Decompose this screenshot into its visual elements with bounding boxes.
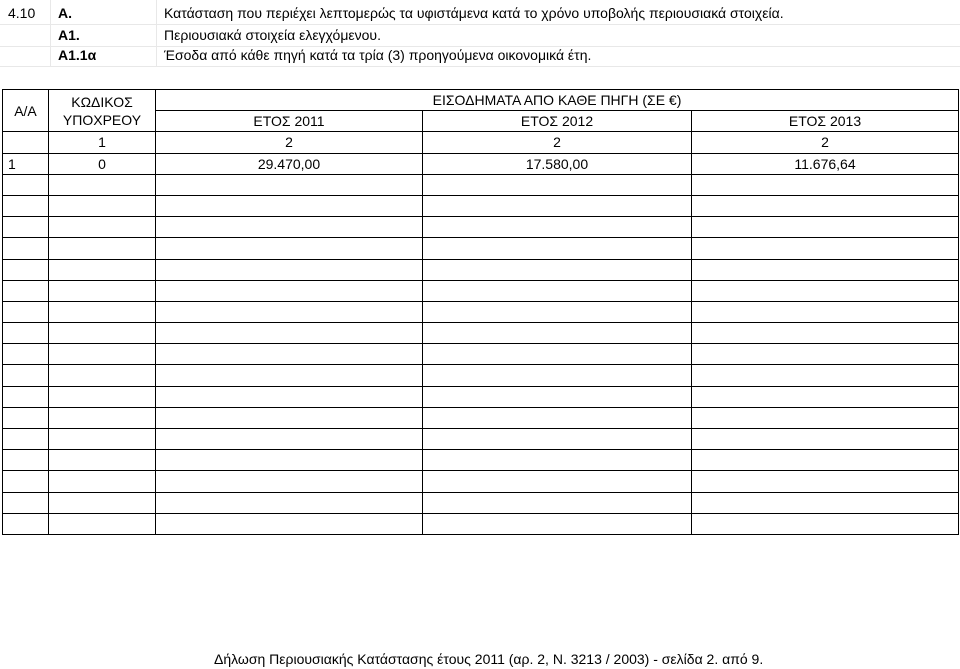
table-row-empty — [3, 344, 959, 365]
empty-cell — [156, 195, 423, 216]
empty-cell — [692, 323, 959, 344]
empty-cell — [3, 365, 49, 386]
table-row-empty — [3, 238, 959, 259]
empty-cell — [692, 492, 959, 513]
table-row-empty — [3, 301, 959, 322]
table-row-empty — [3, 174, 959, 195]
empty-cell — [3, 195, 49, 216]
empty-cell — [49, 280, 156, 301]
empty-cell — [692, 365, 959, 386]
table-row-empty — [3, 280, 959, 301]
section-description: Περιουσιακά στοιχεία ελεγχόμενου. — [164, 27, 381, 43]
empty-cell — [423, 513, 692, 534]
section-code: Α1. — [58, 27, 80, 43]
empty-cell — [423, 429, 692, 450]
taxpayer-code-header-line2: ΥΠΟΧΡΕΟΥ — [62, 112, 142, 129]
empty-cell — [423, 365, 692, 386]
section-description: Έσοδα από κάθε πηγή κατά τα τρία (3) προηγούμενα οικονομικά έτη. — [164, 47, 592, 63]
empty-cell — [3, 492, 49, 513]
empty-cell — [423, 386, 692, 407]
empty-cell — [156, 429, 423, 450]
empty-cell — [692, 280, 959, 301]
empty-cell — [156, 407, 423, 428]
empty-cell — [156, 238, 423, 259]
empty-cell — [3, 217, 49, 238]
income-2012-cell: 17.580,00 — [423, 153, 692, 174]
page-footer: Δήλωση Περιουσιακής Κατάστασης έτους 2011 (αρ. 2, Ν. 3213 / 2003) - σελίδα 2. από 9. — [214, 651, 764, 667]
empty-cell — [692, 217, 959, 238]
taxpayer-code-header-line1: ΚΩΔΙΚΟΣ — [71, 94, 133, 111]
taxpayer-code-header — [49, 90, 156, 132]
empty-cell — [49, 174, 156, 195]
empty-cell — [3, 513, 49, 534]
empty-cell — [3, 323, 49, 344]
empty-cell — [156, 471, 423, 492]
empty-cell — [156, 323, 423, 344]
empty-cell — [423, 344, 692, 365]
empty-cell — [49, 386, 156, 407]
table-row-empty — [3, 407, 959, 428]
empty-cell — [692, 344, 959, 365]
empty-cell — [3, 301, 49, 322]
column-number-cell — [3, 132, 49, 153]
empty-cell — [3, 386, 49, 407]
empty-cell — [3, 174, 49, 195]
empty-cell — [692, 471, 959, 492]
section-number: 4.10 — [8, 5, 36, 21]
empty-cell — [49, 323, 156, 344]
empty-cell — [423, 259, 692, 280]
empty-cell — [3, 450, 49, 471]
header-row-2 — [0, 25, 960, 47]
table-row-empty — [3, 323, 959, 344]
empty-cell — [692, 386, 959, 407]
empty-cell — [423, 323, 692, 344]
column-number-cell: 2 — [423, 132, 692, 153]
table-row-empty — [3, 471, 959, 492]
empty-cell — [49, 238, 156, 259]
empty-cell — [156, 492, 423, 513]
empty-cell — [49, 217, 156, 238]
empty-cell — [156, 174, 423, 195]
empty-cell — [156, 344, 423, 365]
table-row-empty — [3, 365, 959, 386]
header-row-3 — [0, 45, 960, 67]
empty-cell — [692, 259, 959, 280]
empty-cell — [692, 174, 959, 195]
income-group-header: ΕΙΣΟΔΗΜΑΤΑ ΑΠΟ ΚΑΘΕ ΠΗΓΗ (ΣΕ €) — [156, 90, 959, 111]
section-code: Α1.1α — [58, 47, 97, 63]
empty-cell — [423, 238, 692, 259]
empty-cell — [156, 386, 423, 407]
empty-cell — [49, 471, 156, 492]
header-divider — [50, 0, 51, 66]
empty-cell — [49, 259, 156, 280]
empty-cell — [156, 513, 423, 534]
empty-cell — [49, 450, 156, 471]
empty-cell — [156, 365, 423, 386]
header-divider — [156, 0, 157, 66]
empty-cell — [49, 429, 156, 450]
empty-cell — [692, 429, 959, 450]
empty-cell — [3, 259, 49, 280]
header-row-1 — [0, 3, 960, 25]
empty-cell — [156, 280, 423, 301]
empty-cell — [49, 344, 156, 365]
section-code: A. — [58, 5, 72, 21]
empty-cell — [692, 407, 959, 428]
empty-cell — [423, 195, 692, 216]
empty-cell — [692, 238, 959, 259]
empty-cell — [423, 301, 692, 322]
column-number-cell: 2 — [156, 132, 423, 153]
table-row-empty — [3, 513, 959, 534]
empty-cell — [692, 301, 959, 322]
empty-cell — [3, 429, 49, 450]
income-table — [2, 89, 959, 535]
year-header-2013: ΕΤΟΣ 2013 — [692, 111, 959, 132]
year-header-2012: ΕΤΟΣ 2012 — [423, 111, 692, 132]
table-row-empty — [3, 217, 959, 238]
table-row-empty — [3, 259, 959, 280]
empty-cell — [423, 280, 692, 301]
table-header-row — [3, 90, 959, 111]
empty-cell — [49, 301, 156, 322]
column-number-cell: 1 — [49, 132, 156, 153]
year-header-2011: ΕΤΟΣ 2011 — [156, 111, 423, 132]
table-row-empty — [3, 429, 959, 450]
empty-cell — [49, 195, 156, 216]
empty-cell — [156, 259, 423, 280]
empty-cell — [156, 450, 423, 471]
income-2011-cell: 29.470,00 — [156, 153, 423, 174]
empty-cell — [423, 450, 692, 471]
empty-cell — [423, 217, 692, 238]
empty-cell — [3, 238, 49, 259]
empty-cell — [423, 407, 692, 428]
column-number-cell: 2 — [692, 132, 959, 153]
table-row-empty — [3, 195, 959, 216]
empty-cell — [423, 492, 692, 513]
empty-cell — [156, 301, 423, 322]
table-row-empty — [3, 386, 959, 407]
table-row — [3, 153, 959, 174]
table-row-empty — [3, 492, 959, 513]
empty-cell — [3, 471, 49, 492]
empty-cell — [49, 492, 156, 513]
empty-cell — [3, 344, 49, 365]
aa-header: Α/Α — [3, 90, 49, 132]
empty-cell — [692, 195, 959, 216]
income-2013-cell: 11.676,64 — [692, 153, 959, 174]
taxpayer-code-cell: 0 — [49, 153, 156, 174]
empty-cell — [692, 450, 959, 471]
section-description: Κατάσταση που περιέχει λεπτομερώς τα υφιστάμενα κατά το χρόνο υποβολής περιουσιακά στοιχεία. — [164, 5, 784, 21]
empty-cell — [3, 280, 49, 301]
empty-cell — [423, 174, 692, 195]
aa-cell: 1 — [3, 153, 49, 174]
empty-cell — [49, 365, 156, 386]
column-number-row — [3, 132, 959, 153]
empty-cell — [423, 471, 692, 492]
empty-cell — [49, 513, 156, 534]
empty-cell — [49, 407, 156, 428]
empty-cell — [692, 513, 959, 534]
empty-cell — [156, 217, 423, 238]
table-row-empty — [3, 450, 959, 471]
empty-cell — [3, 407, 49, 428]
